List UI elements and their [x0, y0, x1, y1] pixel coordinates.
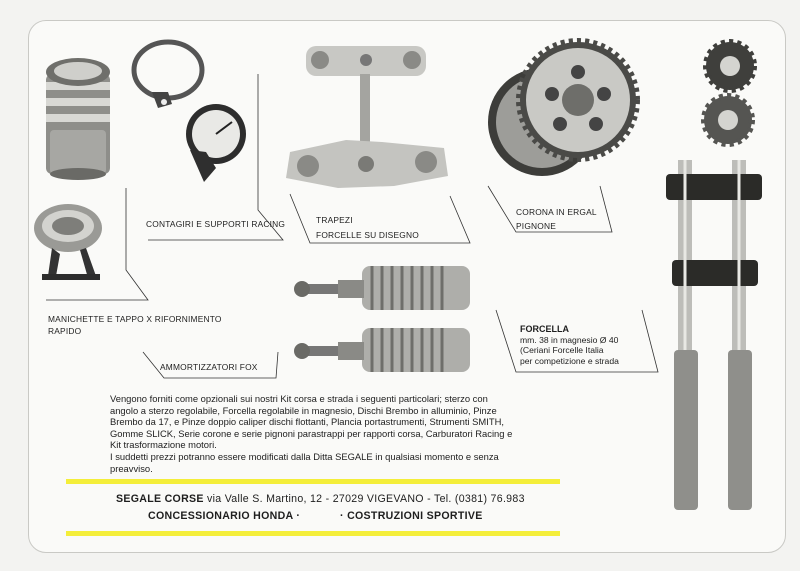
label-rapido: RAPIDO — [48, 326, 82, 336]
description-line: preavviso. — [110, 462, 153, 474]
description-line: Gomme SLICK, Serie corone e serie pignoni parastrappi per rapporti corsa, Carburatori Racing e — [110, 427, 513, 439]
construction-line: · COSTRUZIONI SPORTIVE — [340, 510, 483, 522]
description-line: Brembo da 17, e Pinze doppio caliper dischi flottanti, Plancia portastrumenti, Strumenti SMITH, — [110, 416, 504, 428]
description-line: I suddetti prezzi potranno essere modificati dalla Ditta SEGALE in qualsiasi momento e senza — [110, 450, 499, 462]
description-line: angolo a sterzo regolabile, Forcella regolabile in magnesio, Dischi Brembo in alluminio, Pinze — [110, 404, 497, 416]
description-line: Vengono forniti come opzionali sui nostri Kit corsa e strada i seguenti particolari; sterzo con — [110, 393, 488, 404]
company-street: via Valle S. Martino, 12 - 27029 VIGEVANO - Tel. (0381) 76.983 — [207, 493, 525, 505]
description-line: Kit trasformazione motori. — [110, 439, 217, 451]
forcella-line-1: mm. 38 in magnesio Ø 40 — [520, 334, 619, 345]
forcella-line-2: (Ceriani Forcelle Italia — [520, 345, 604, 355]
forcella-line-3: per competizione e strada — [520, 355, 619, 366]
yellow-rule-bottom — [66, 531, 560, 536]
description-paragraph — [110, 393, 570, 474]
yellow-rule-top — [66, 479, 560, 484]
forcella-title: FORCELLA — [520, 324, 569, 334]
label-pignone: PIGNONE — [516, 221, 557, 231]
label-corona: CORONA IN ERGAL — [516, 207, 597, 217]
company-name: SEGALE CORSE — [116, 493, 204, 505]
company-address — [116, 493, 525, 505]
label-ammortizzatori: AMMORTIZZATORI FOX — [160, 362, 258, 372]
label-trapezi: TRAPEZI — [316, 215, 353, 225]
dealer-line: CONCESSIONARIO HONDA · — [148, 510, 301, 522]
label-manichette: MANICHETTE E TAPPO X RIFORNIMENTO — [48, 314, 222, 324]
forcella-block — [520, 324, 619, 366]
label-contagiri: CONTAGIRI E SUPPORTI RACING — [146, 219, 286, 229]
label-forcelle-disegno: FORCELLE SU DISEGNO — [316, 230, 419, 240]
